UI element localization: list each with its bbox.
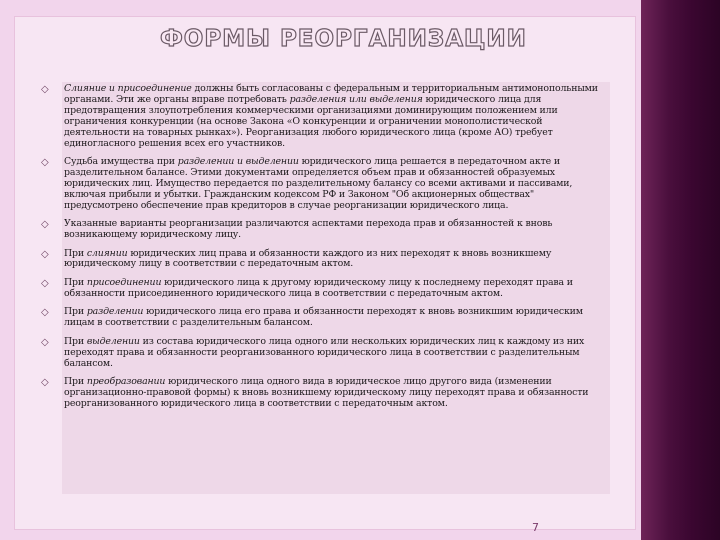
bullet-list: [40, 84, 610, 417]
list-item: [40, 84, 610, 149]
hollow-diamond-icon: ◇: [41, 84, 49, 95]
item-text: юридического лица его права и обязанности переходят к вновь возникшим юридическим лицам в соответствии с разделительным балансом.: [64, 306, 583, 329]
item-text: юридического лица одного вида в юридическое лицо другого вида (изменении организационно-правовой формы) к вновь возникшему юридическому лицу переходят права и обязанности реорганизованного юридического лица в соответствии с передаточным актом.: [64, 376, 589, 409]
emphasis-text: преобразовании: [86, 376, 166, 388]
item-text: юридического лица к другому юридическому лицу к последнему переходят права и обязанности присоединенного юридического лица в соответствии с передаточным актом.: [64, 276, 573, 299]
item-text: должны быть согласованы с федеральным и территориальным антимонопольными органами. Эти же органы вправе потребовать: [64, 83, 598, 105]
emphasis-text: присоединении: [86, 276, 162, 288]
list-item: [40, 377, 610, 410]
item-text: юридического лица для предотвращения злоупотребления коммерческими организациями доминирующим положением или ограничения конкуренции (на основе Закона «О конкуренции и ограничении монополистической деятельности на товарных рынках»). Реорганизация любого юридического лица (кроме АО) требует единогласного решения всех его участников.: [64, 93, 558, 149]
list-item: [40, 307, 610, 329]
emphasis-text: разделения или выделения: [289, 93, 423, 105]
item-text: Судьба имущества при: [64, 156, 178, 168]
emphasis-text: Слияние и присоединение: [64, 83, 192, 94]
item-text: При: [64, 276, 87, 288]
list-item: [40, 337, 610, 370]
hollow-diamond-icon: ◇: [41, 248, 49, 260]
hollow-diamond-icon: ◇: [41, 277, 49, 289]
slide-title: ФОРМЫ РЕОРГАНИЗАЦИИ: [160, 26, 527, 52]
list-item: [40, 278, 610, 300]
list-item: [40, 219, 610, 241]
item-text: юридических лиц права и обязанности каждого из них переходят к вновь возникшему юридическому лицу в соответствии с передаточным актом.: [64, 247, 552, 270]
item-text: При: [64, 335, 87, 347]
hollow-diamond-icon: ◇: [41, 157, 49, 169]
page-number: 7: [532, 521, 539, 534]
item-text: При: [64, 247, 87, 259]
item-text: При: [64, 376, 87, 388]
item-text: юридического лица решается в передаточном акте и разделительном балансе. Этими документами определяется объем прав и обязанностей образуемых юридических лиц. Имущество передается по разделительному балансу со всеми активами и пассивами, включая прибыли и убытки. Гражданским кодексом РФ и Законом "Об акционерных обществах" предусмотрено обеспечение прав кредиторов в случае реорганизации юридического лица.: [64, 156, 573, 211]
emphasis-text: разделении и выделении: [177, 156, 299, 168]
hollow-diamond-icon: ◇: [41, 377, 49, 389]
emphasis-text: выделении: [86, 335, 140, 347]
hollow-diamond-icon: ◇: [41, 219, 49, 231]
hollow-diamond-icon: ◇: [41, 307, 49, 319]
item-text: При: [64, 306, 87, 318]
list-item: [40, 249, 610, 271]
decorative-side-band: [641, 0, 720, 540]
item-text: из состава юридического лица одного или нескольких юридических лиц к каждому из них переходят права и обязанности реорганизованного юридического лица в соответствии с разделительным балансом.: [64, 335, 585, 369]
emphasis-text: слиянии: [86, 247, 128, 259]
list-item: [40, 157, 610, 212]
emphasis-text: разделении: [86, 306, 144, 318]
item-text: Указанные варианты реорганизации различаются аспектами перехода прав и обязанностей к вновь возникающему юридическому лицу.: [64, 218, 553, 241]
hollow-diamond-icon: ◇: [41, 336, 49, 348]
